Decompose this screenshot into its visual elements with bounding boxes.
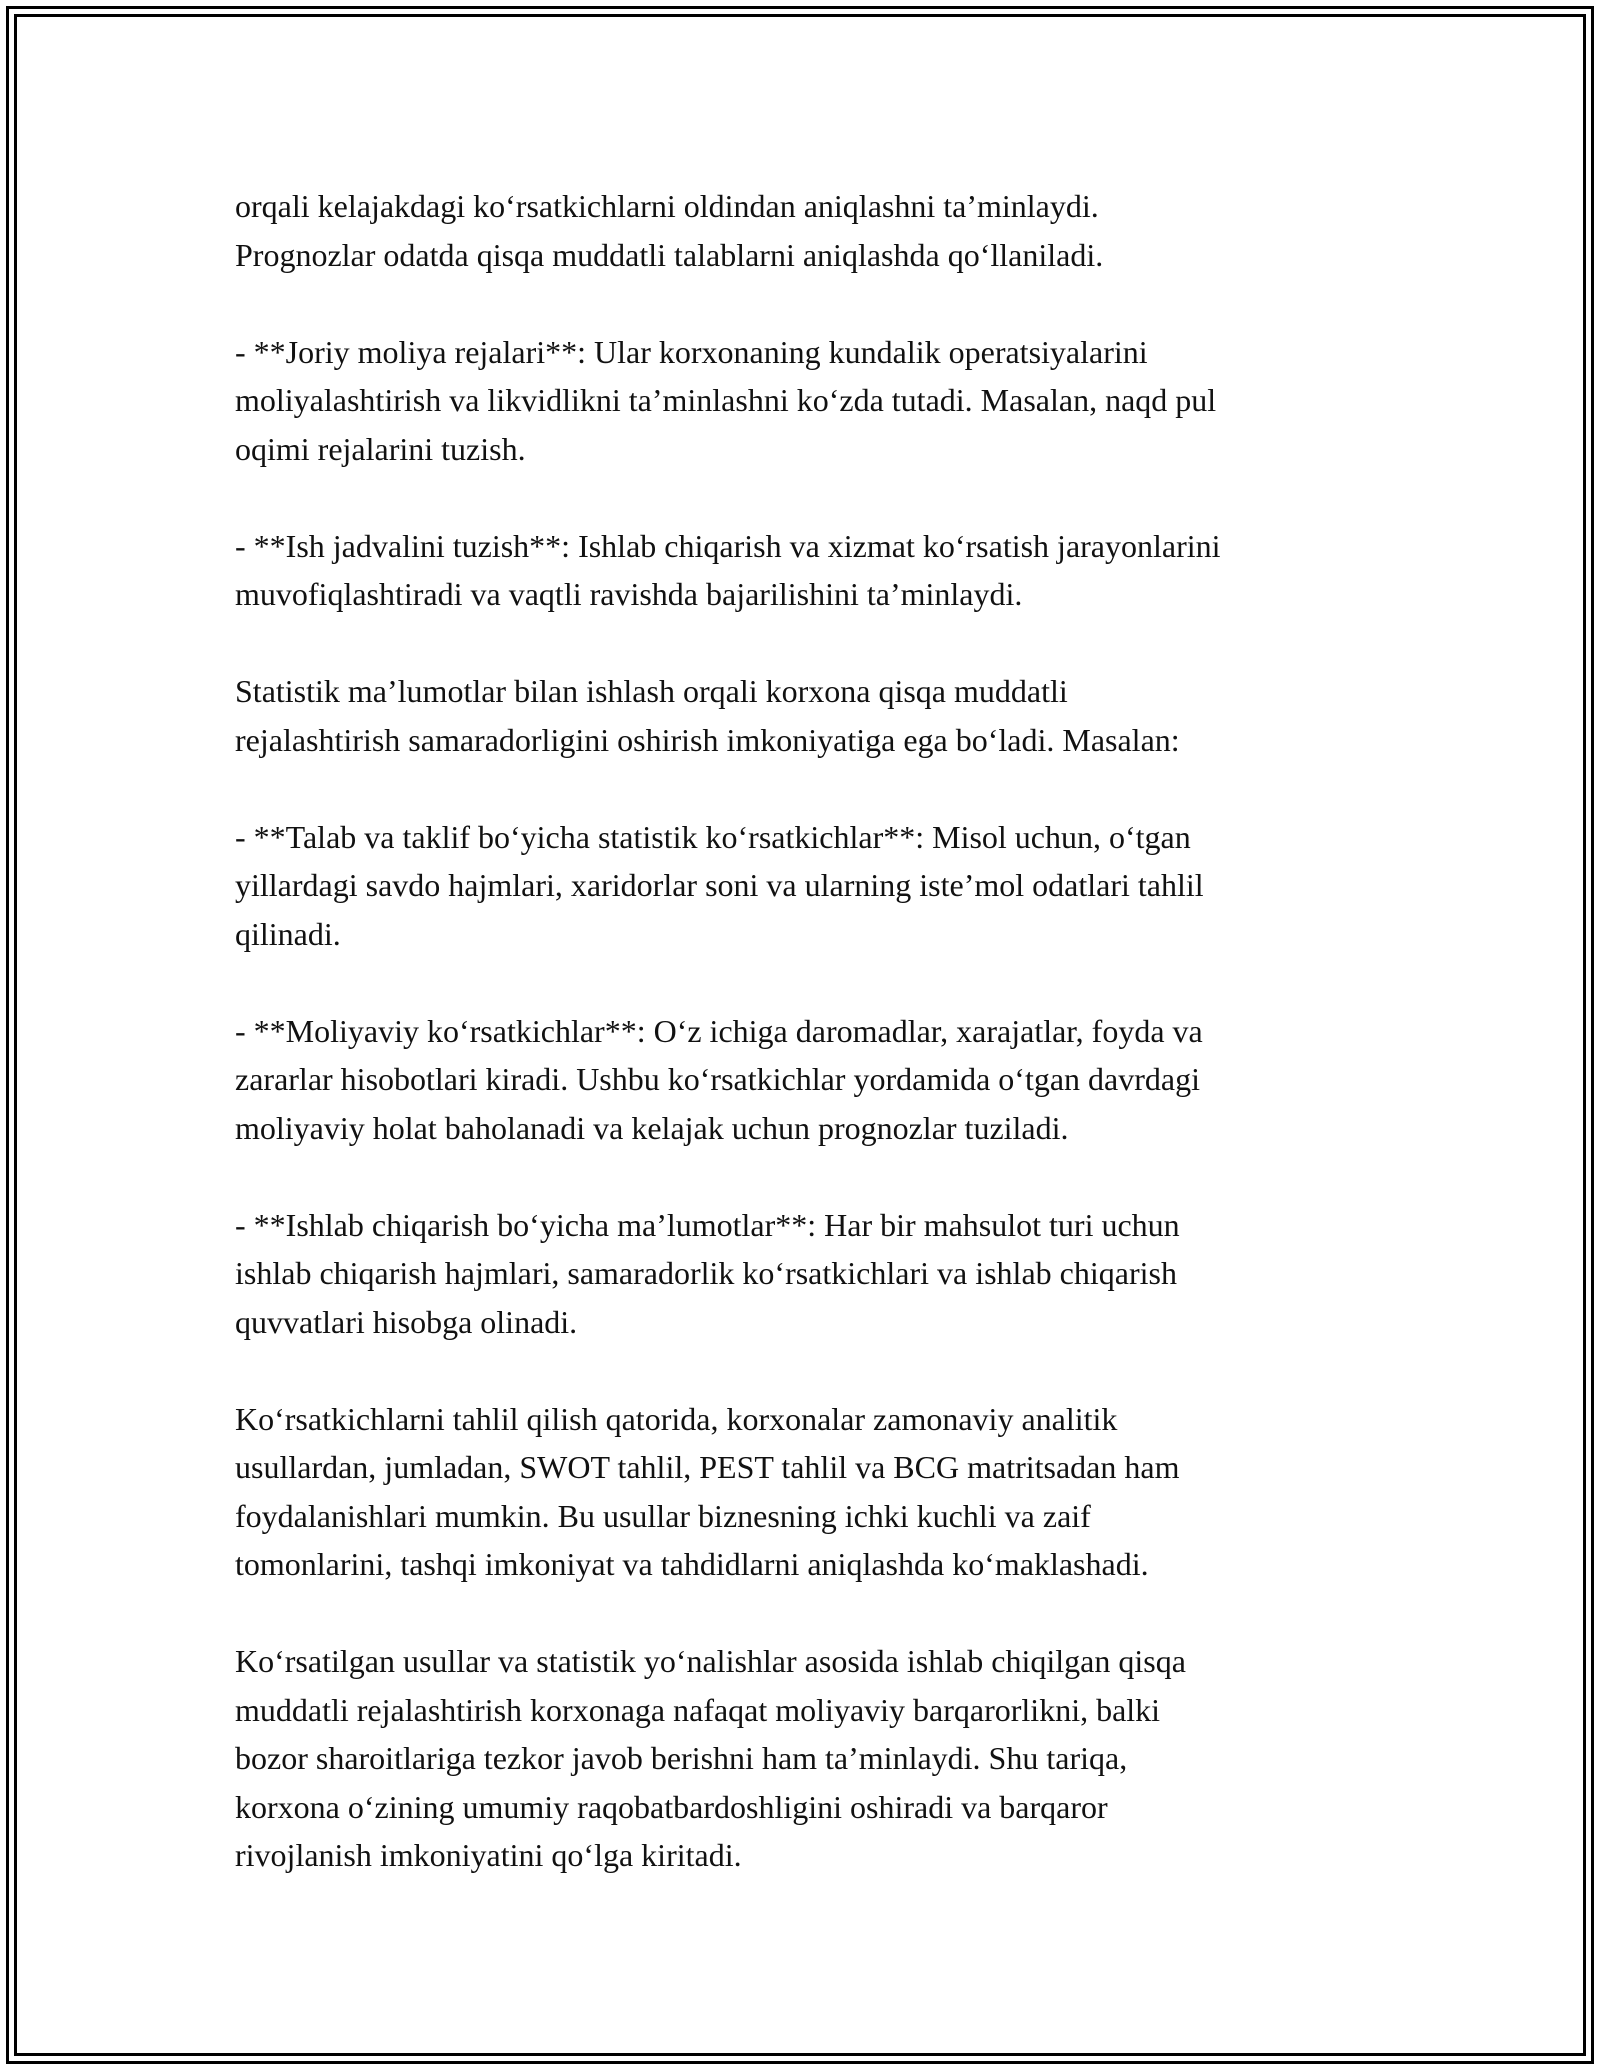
- text-line: Statistik ma’lumotlar bilan ishlash orqali korxona qisqa muddatli: [235, 673, 1068, 709]
- text-line: rivojlanish imkoniyatini qo‘lga kiritadi.: [235, 1837, 742, 1873]
- paragraph: [235, 328, 1410, 474]
- text-line: - **Moliyaviy ko‘rsatkichlar**: O‘z ichiga daromadlar, xarajatlar, foyda va: [235, 1012, 1203, 1049]
- text-line: - **Ishlab chiqarish bo‘yicha ma’lumotlar**: Har bir mahsulot turi uchun: [235, 1206, 1180, 1243]
- paragraph: [235, 1637, 1410, 1880]
- text-line: usullardan, jumladan, SWOT tahlil, PEST tahlil va BCG matritsadan ham: [235, 1449, 1180, 1485]
- document-body: [235, 182, 1410, 1880]
- text-line: - **Ish jadvalini tuzish**: Ishlab chiqarish va xizmat ko‘rsatish jarayonlarini: [235, 527, 1221, 564]
- text-line: quvvatlari hisobga olinadi.: [235, 1303, 578, 1340]
- text-line: muddatli rejalashtirish korxonaga nafaqat moliyaviy barqarorlikni, balki: [235, 1691, 1161, 1728]
- text-line: moliyalashtirish va likvidlikni ta’minlashni ko‘zda tutadi. Masalan, naqd pul: [235, 382, 1217, 418]
- text-line: muvofiqlashtiradi va vaqtli ravishda bajarilishini ta’minlaydi.: [235, 576, 1023, 612]
- text-line: oqimi rejalarini tuzish.: [235, 430, 526, 467]
- text-line: Ko‘rsatkichlarni tahlil qilish qatorida, korxonalar zamonaviy analitik: [235, 1400, 1118, 1437]
- text-line: korxona o‘zining umumiy raqobatbardoshligini oshiradi va barqaror: [235, 1788, 1108, 1825]
- text-line: foydalanishlari mumkin. Bu usullar biznesning ichki kuchli va zaif: [235, 1497, 1091, 1534]
- text-line: rejalashtirish samaradorligini oshirish imkoniyatiga ega bo‘ladi. Masalan:: [235, 721, 1180, 758]
- paragraph: [235, 522, 1410, 619]
- paragraph: [235, 813, 1410, 959]
- paragraph: [235, 182, 1410, 279]
- text-line: bozor sharoitlariga tezkor javob berishni ham ta’minlaydi. Shu tariqa,: [235, 1740, 1128, 1776]
- text-line: Ko‘rsatilgan usullar va statistik yo‘nalishlar asosida ishlab chiqilgan qisqa: [235, 1643, 1186, 1679]
- text-line: - **Joriy moliya rejalari**: Ular korxonaning kundalik operatsiyalarini: [235, 333, 1148, 370]
- text-line: yillardagi savdo hajmlari, xaridorlar soni va ularning iste’mol odatlari tahlil: [235, 867, 1204, 903]
- text-line: Prognozlar odatda qisqa muddatli talablarni aniqlashda qo‘llaniladi.: [235, 236, 1104, 273]
- paragraph: [235, 1007, 1410, 1153]
- paragraph: [235, 1201, 1410, 1347]
- text-line: tomonlarini, tashqi imkoniyat va tahdidlarni aniqlashda ko‘maklashadi.: [235, 1546, 1149, 1582]
- paragraph: [235, 667, 1410, 764]
- text-line: zararlar hisobotlari kiradi. Ushbu ko‘rsatkichlar yordamida o‘tgan davrdagi: [235, 1061, 1200, 1097]
- text-line: - **Talab va taklif bo‘yicha statistik ko‘rsatkichlar**: Misol uchun, o‘tgan: [235, 818, 1191, 855]
- text-line: moliyaviy holat baholanadi va kelajak uchun prognozlar tuziladi.: [235, 1109, 1069, 1146]
- paragraph: [235, 1395, 1410, 1589]
- text-line: orqali kelajakdagi ko‘rsatkichlarni oldindan aniqlashni ta’minlaydi.: [235, 188, 1099, 224]
- text-line: ishlab chiqarish hajmlari, samaradorlik ko‘rsatkichlari va ishlab chiqarish: [235, 1255, 1177, 1291]
- text-line: qilinadi.: [235, 915, 341, 952]
